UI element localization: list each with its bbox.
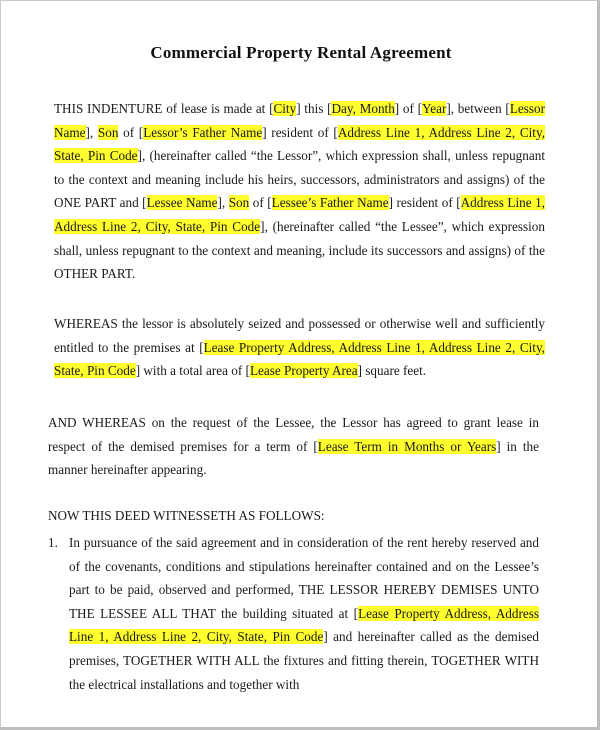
list-item-text xyxy=(69,531,539,696)
placeholder-son: Son xyxy=(228,195,250,211)
witnesseth-heading: NOW THIS DEED WITNESSETH AS FOLLOWS: xyxy=(48,508,325,523)
document-title: Commercial Property Rental Agreement xyxy=(150,43,452,62)
placeholder-lessor-name: Lessor Name xyxy=(54,101,545,140)
text-run: AND WHEREAS on the request of the Lessee, the Lessor has agreed to grant lease in respect of the demised premises for a term of [ xyxy=(48,415,539,454)
text-run: ] square feet. xyxy=(357,363,427,379)
list-item-number: 1. xyxy=(48,535,58,550)
text-run: WHEREAS the lessor is absolutely seized and possessed or otherwise well and sufficiently entitled to the premises at [ xyxy=(54,316,545,355)
text-run: ] resident of [ xyxy=(388,195,461,211)
text-run: of [ xyxy=(118,124,144,140)
and-whereas-paragraph xyxy=(48,411,539,482)
parties-paragraph xyxy=(54,97,545,286)
placeholder-lessee-father-name: Lessee’s Father Name xyxy=(271,195,389,211)
placeholder-son: Son xyxy=(97,124,119,140)
text-run: ] resident of [ xyxy=(262,124,338,140)
text-run: ], (hereinafter called “the Lessee”, which expression shall, unless repugnant to the context and meaning, include its successors and assigns) of the OTHER PART. xyxy=(54,218,545,282)
text-run: ] in the manner hereinafter appearing. xyxy=(48,438,539,478)
text-run: ] with a total area of [ xyxy=(135,363,250,379)
text-run: In pursuance of the said agreement and in consideration of the rent hereby reserved and of the covenants, conditions and stipulations hereinafter contained and on the Lessee’s part to be paid, observed and performed, THE LESSOR HEREBY DEMISES UNTO THE LESSEE ALL THAT the building situated at [ xyxy=(69,535,539,621)
placeholder-property-address: Lease Property Address, Address Line 1, Address Line 2, City, State, Pin Code xyxy=(54,339,545,379)
placeholder-day-month: Day, Month xyxy=(331,101,395,116)
placeholder-property-address: Lease Property Address, Address Line 1, Address Line 2, City, State, Pin Code xyxy=(69,605,539,645)
placeholder-lessor-address: Address Line 1, Address Line 2, City, State, Pin Code xyxy=(54,124,545,164)
text-run: of [ xyxy=(249,195,272,211)
text-run: ] of [ xyxy=(394,101,423,116)
text-run: ] this [ xyxy=(296,101,332,116)
placeholder-lease-term: Lease Term in Months or Years xyxy=(317,438,497,454)
placeholder-property-area: Lease Property Area xyxy=(249,363,358,379)
text-run: ], xyxy=(217,195,229,211)
placeholder-lessee-name: Lessee Name xyxy=(146,195,218,211)
text-run: ], xyxy=(85,124,98,140)
whereas-paragraph xyxy=(54,312,545,383)
text-run: ], (hereinafter called “the Lessor”, which expression shall, unless repugnant to the context and meaning include his heirs, successors, administrators and assigns) of the ONE PART and [ xyxy=(54,148,545,211)
text-run: ], between [ xyxy=(446,101,510,116)
text-run: ] and hereinafter called as the demised premises, TOGETHER WITH ALL the fixtures and fitting therein, TOGETHER WITH the electrical installations and together with xyxy=(69,629,540,692)
text-run: THIS INDENTURE of lease is made at [ xyxy=(54,101,274,116)
placeholder-year: Year xyxy=(422,101,447,116)
placeholder-city: City xyxy=(273,101,297,116)
placeholder-lessor-father-name: Lessor’s Father Name xyxy=(143,124,263,140)
placeholder-lessee-address: Address Line 1, Address Line 2, City, State, Pin Code xyxy=(54,195,545,234)
